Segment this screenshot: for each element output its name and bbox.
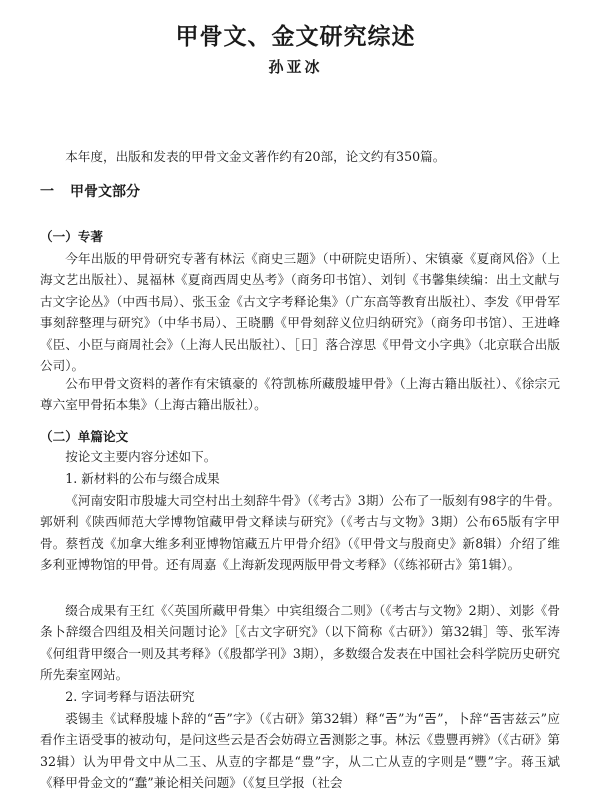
subsection-heading-papers: （二）单篇论文 [40, 429, 129, 444]
article-author: 孙亚冰 [268, 58, 323, 76]
paragraph-monographs: 今年出版的甲骨研究专著有林沄《商史三题》（中研院史语所）、宋镇豪《夏商风俗》（上海文艺出版社）、晁福林《夏商西周史丛考》（商务印书馆）、刘钊《书馨集续编：出土文献与古文字论丛》（中西书局）、张玉金《古文字考释论集》（广东高等教育出版社）、李发《甲骨军事刻辞整理与研究》（中华书局）、王晓鹏《甲骨刻辞义位归纳研究》（商务印书馆）、王进峰《臣、小臣与商周社会》（上海人民出版社）、［日］落合淳思《甲骨文小字典》（北京联合出版公司）。 [40, 251, 560, 374]
paragraph-papers-intro: 按论文主要内容分述如下。 [65, 449, 217, 464]
section-number: 一 [40, 184, 54, 200]
paragraph-heading-new-materials: 1. 新材料的公布与缀合成果 [65, 471, 220, 486]
paragraph-heading-word-study: 2. 字词考释与语法研究 [65, 689, 195, 704]
section-title: 甲骨文部分 [70, 184, 140, 200]
intro-paragraph: 本年度，出版和发表的甲骨文金文著作约有20部，论文约有350篇。 [65, 149, 446, 164]
paragraph-new-materials: 《河南安阳市殷墟大司空村出土刻辞牛骨》（《考古》3期）公布了一版刻有98字的牛骨。郭妍利《陕西师范大学博物馆藏甲骨文释读与研究》（《考古与文物》3期）公布65版有字甲骨。蔡哲茂《加拿大维多利亚博物馆藏五片甲骨介绍》（《甲骨文与殷商史》新8辑）介绍了维多利亚博物馆的甲骨。还有周嘉《上海新发现两版甲骨文考释》（《练祁研古》第1辑）。 [40, 493, 560, 573]
paragraph-word-study: 裘锡圭《试释殷墟卜辞的“𢀛”字》（《古研》第32辑）释“𢀛”为“𢀛”，卜辞“𢀛害兹云”应看作主语受事的被动句，是问这些云是否会妨碍立𢀛测影之事。林沄《豊豐再辨》（《古研》第32辑）认为甲骨文中从二玉、从壴的字都是“豊”字，从二亡从壴的字则是“豐”字。蒋玉斌《释甲骨金文的“蠢”兼论相关问题》（《复旦学报（社会 [40, 711, 560, 791]
paragraph-joins: 缀合成果有王红《〈英国所藏甲骨集〉中宾组缀合二则》（《考古与文物》2期）、刘影《骨条卜辞缀合四组及相关问题讨论》［《古文字研究》（以下简称《古研》）第32辑］等、张军涛《何组背甲缀合一则及其考释》（《殷都学刊》3期），多数缀合发表在中国社会科学院历史研究所先秦室网站。 [40, 603, 560, 683]
paragraph-materials-books: 公布甲骨文资料的著作有宋镇豪的《符凯栋所藏殷墟甲骨》（上海古籍出版社）、《徐宗元尊六室甲骨拓本集》（上海古籍出版社）。 [40, 376, 560, 413]
section-heading [40, 181, 140, 201]
subsection-heading-monographs: （一）专著 [40, 229, 103, 244]
article-title: 甲骨文、金文研究综述 [175, 24, 416, 50]
